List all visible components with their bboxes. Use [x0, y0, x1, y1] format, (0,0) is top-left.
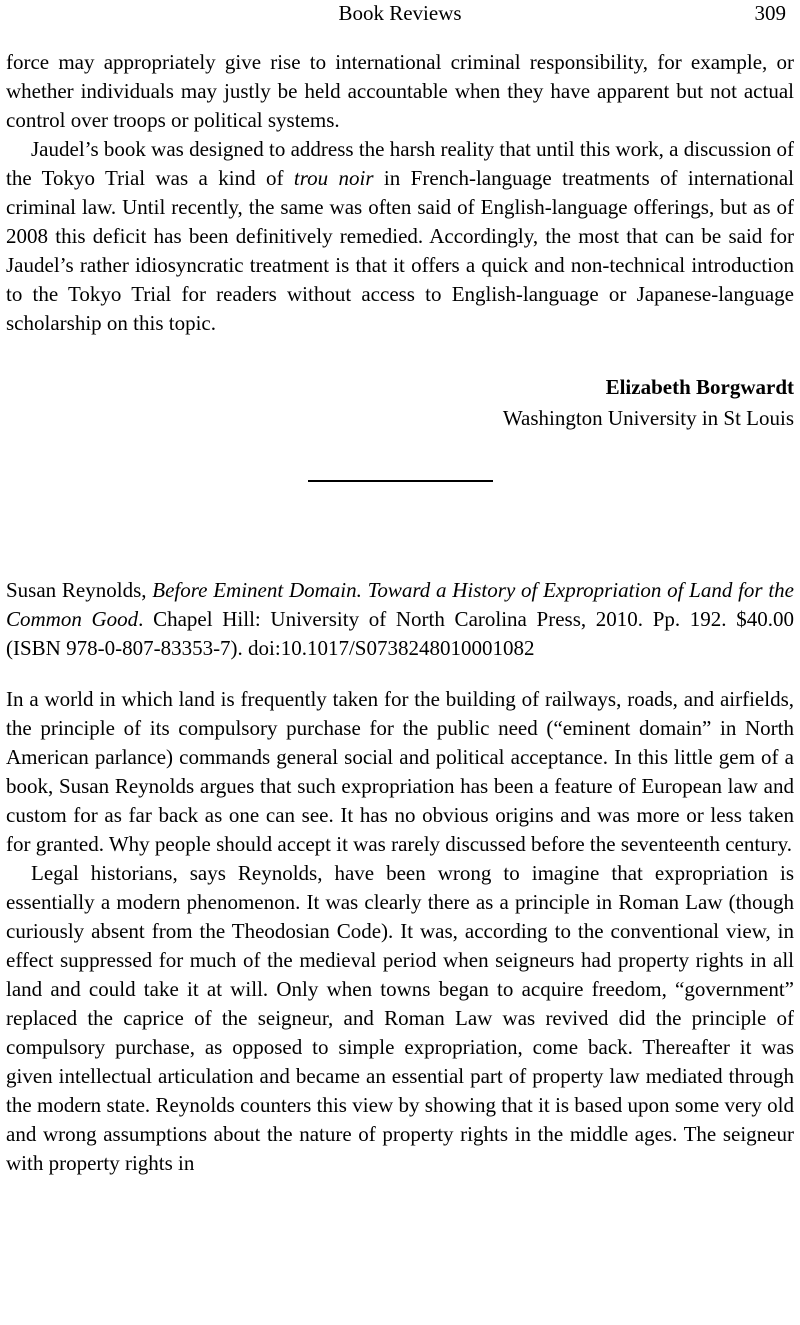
reviewer-name: Elizabeth Borgwardt — [605, 375, 794, 399]
italic-text: Before Eminent Domain. Toward a History of Expropriation of Land for the Common Good — [6, 578, 794, 631]
paragraph — [6, 859, 794, 1178]
book-citation — [6, 576, 794, 663]
paragraph — [6, 685, 794, 859]
page-number: 309 — [754, 1, 786, 25]
text-segment: In a world in which land is frequently taken for the building of railways, roads, and airfields, the principle of its compulsory purchase for the public need (“eminent domain” in North American parlance) commands general social and political acceptance. In this little gem of a book, Susan Reynolds argues that such expropriation has been a feature of European law and custom for as far back as one can see. It has no obvious origins and was more or less taken for granted. Why people should accept it was rarely discussed before the seventeenth century. — [6, 687, 794, 856]
text-segment: Legal historians, says Reynolds, have been wrong to imagine that expropriation is essentially a modern phenomenon. It was clearly there as a principle in Roman Law (though curiously absent from the Theodosian Code). It was, according to the conventional view, in effect suppressed for much of the medieval period when seigneurs had property rights in all land and could take it at will. Only when towns began to acquire freedom, “government” replaced the caprice of the seigneur, and Roman Law was revived did the principle of compulsory purchase, as opposed to simple expropriation, come back. Thereafter it was given intellectual articulation and became an essential part of property law mediated through the modern state. Reynolds counters this view by showing that it is based upon some very old and wrong assumptions about the nature of property rights in the middle ages. The seigneur with property rights in — [6, 861, 794, 1175]
reviewer-signature — [6, 372, 794, 434]
paragraph — [6, 48, 794, 135]
text-segment: . Chapel Hill: University of North Carolina Press, 2010. Pp. 192. $40.00 (ISBN 978-0-807-83353-7). doi:10.1017/S0738248010001082 — [6, 607, 794, 660]
text-segment: Susan Reynolds, — [6, 578, 153, 602]
running-title: Book Reviews — [338, 1, 462, 25]
italic-text: trou noir — [293, 166, 374, 190]
paragraph — [6, 135, 794, 338]
review-divider — [308, 480, 493, 482]
text-segment: Jaudel’s book was designed to address the harsh reality that until this work, a discussion of the Tokyo Trial was a kind of — [6, 137, 794, 190]
page-header — [6, 0, 794, 26]
review-borgwardt-body — [6, 48, 794, 338]
review-reynolds-body — [6, 685, 794, 1178]
reviewer-affiliation: Washington University in St Louis — [502, 406, 794, 430]
review-reynolds — [6, 576, 794, 1178]
review-borgwardt — [6, 48, 794, 434]
text-segment: in French-language treatments of international criminal law. Until recently, the same was often said of English-language offerings, but as of 2008 this deficit has been definitively remedied. Accordingly, the most that can be said for Jaudel’s rather idiosyncratic treatment is that it offers a quick and non-technical introduction to the Tokyo Trial for readers without access to English-language or Japanese-language scholarship on this topic. — [6, 166, 795, 335]
text-segment: force may appropriately give rise to international criminal responsibility, for example, or whether individuals may justly be held accountable when they have apparent but not actual control over troops or political systems. — [6, 50, 794, 132]
